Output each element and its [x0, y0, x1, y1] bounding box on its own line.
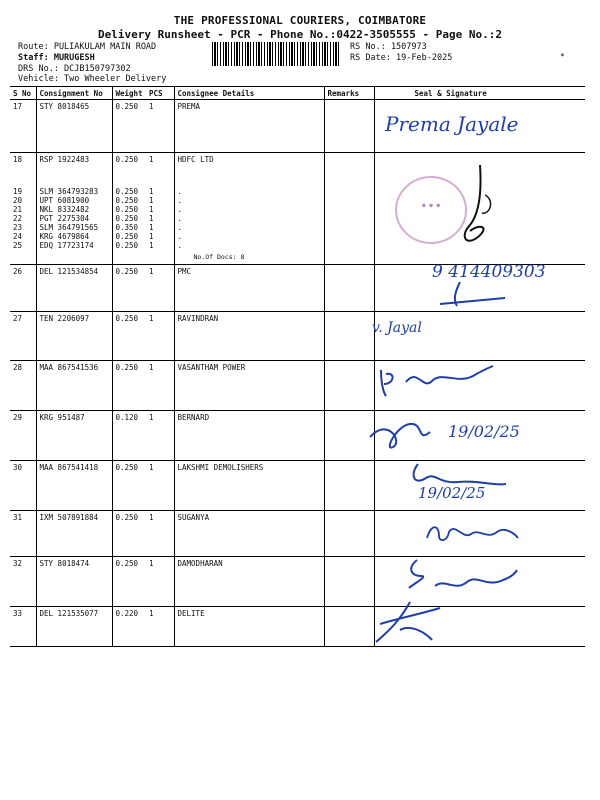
- cell-sno: 28: [10, 360, 36, 410]
- cell-remarks: [324, 460, 374, 510]
- consignee: .: [177, 195, 183, 205]
- col-pcs: PCS: [146, 87, 174, 100]
- cell-weight: 0.250: [112, 460, 146, 510]
- cell-pcs: 1: [146, 311, 174, 360]
- sno: 21: [13, 204, 23, 214]
- cell-pcs: 1: [146, 606, 174, 646]
- pcs: 1: [149, 186, 154, 196]
- pcs: 1: [149, 195, 154, 205]
- col-signature: Seal & Signature: [374, 87, 585, 100]
- rs-number: RS No.: 1507973: [350, 42, 427, 52]
- consignee: .: [177, 222, 183, 232]
- barcode: [212, 42, 340, 66]
- cell-sno: 18: [13, 155, 23, 164]
- table-row: [10, 311, 585, 360]
- pcs: 1: [149, 213, 154, 223]
- consignee: .: [177, 204, 183, 214]
- weight: 0.250: [115, 213, 139, 223]
- signature-31: [425, 518, 520, 546]
- cell-consignment: TEN 2206097: [36, 311, 112, 360]
- cell-consignment: DEL 121534854: [36, 264, 112, 311]
- cell-weight: 0.250: [112, 311, 146, 360]
- docs-count: No.Of Docs: 8: [193, 252, 245, 261]
- cell-consignee: BERNARD: [174, 410, 324, 460]
- cell-consignee: DELITE: [174, 606, 324, 646]
- consignee: .: [177, 213, 183, 223]
- weight: 0.250: [115, 186, 139, 196]
- consignment: PGT 2275304: [39, 213, 90, 223]
- cell-pcs: 1: [146, 410, 174, 460]
- signature-33: [370, 600, 450, 648]
- runsheet-subtitle: Delivery Runsheet - PCR - Phone No.:0422-3505555 - Page No.:2: [98, 28, 502, 41]
- table-row: [10, 606, 585, 646]
- cell-pcs: 1: [146, 510, 174, 556]
- cell-remarks: [324, 510, 374, 556]
- sno: 20: [13, 195, 23, 205]
- cell-sno-group: [10, 185, 36, 265]
- weight: 0.250: [115, 195, 139, 205]
- consignee: .: [177, 186, 183, 196]
- cell-pcs: 1: [146, 460, 174, 510]
- date-29: 19/02/25: [448, 422, 520, 441]
- sno: 23: [13, 222, 23, 232]
- cell-remarks: [324, 153, 374, 185]
- signature-32: [405, 558, 520, 598]
- cell-consignee-group: [174, 185, 324, 265]
- route-label: Route: PULIAKULAM MAIN ROAD: [18, 42, 157, 52]
- col-consignee: Consignee Details: [174, 87, 324, 100]
- staff-label: Staff: MURUGESH: [18, 53, 95, 63]
- cell-consignment: MAA 867541536: [36, 360, 112, 410]
- consignment: SLM 364793283: [39, 186, 99, 196]
- consignment: EDQ 17723174: [39, 240, 94, 250]
- cell-weight: 0.220: [112, 606, 146, 646]
- cell-sno: 26: [10, 264, 36, 311]
- consignment: UPT 6081900: [39, 195, 90, 205]
- signature-18: [440, 165, 510, 255]
- cell-consignment: STY 8018465: [36, 100, 112, 153]
- cell-remarks: [324, 606, 374, 646]
- consignment: NKL 8332482: [39, 204, 90, 214]
- sno: 24: [13, 231, 23, 241]
- cell-consignment: IXM 507891884: [36, 510, 112, 556]
- cell-consignee: RAVINDRAN: [174, 311, 324, 360]
- cell-pcs: 1: [146, 360, 174, 410]
- consignment: KRG 4679864: [39, 231, 90, 241]
- cell-sno: 17: [10, 100, 36, 153]
- cell-sno: 30: [10, 460, 36, 510]
- col-sno: S No: [10, 87, 36, 100]
- signature-17: Prema Jayale: [385, 112, 519, 136]
- cell-weight: 0.250: [112, 100, 146, 153]
- cell-consignee: LAKSHMI DEMOLISHERS: [174, 460, 324, 510]
- company-seal: ● ● ●: [395, 176, 467, 244]
- cell-consignment: DEL 121535077: [36, 606, 112, 646]
- cell-remarks: [324, 264, 374, 311]
- cell-weight: 0.250: [112, 510, 146, 556]
- cell-remarks: [324, 556, 374, 606]
- cell-pcs-group: [146, 185, 174, 265]
- cell-sno: 32: [10, 556, 36, 606]
- cell-weight-group: [112, 185, 146, 265]
- weight: 0.250: [115, 240, 139, 250]
- cell-consignment: KRG 951487: [36, 410, 112, 460]
- vehicle-label: Vehicle: Two Wheeler Delivery: [18, 74, 167, 84]
- col-consignment: Consignment No: [36, 87, 112, 100]
- pcs: 1: [149, 231, 154, 241]
- pcs: 1: [149, 204, 154, 214]
- cell-weight: 0.250: [112, 360, 146, 410]
- sno: 25: [13, 240, 23, 250]
- weight: 0.350: [115, 222, 139, 232]
- cell-pcs: 1: [146, 556, 174, 606]
- cell-remarks: [324, 311, 374, 360]
- weight: 0.250: [115, 204, 139, 214]
- date-30: 19/02/25: [418, 484, 486, 502]
- signature-28: [378, 362, 498, 402]
- cell-consignee: PREMA: [174, 100, 324, 153]
- cell-consignment: STY 8018474: [36, 556, 112, 606]
- pcs: 1: [149, 222, 154, 232]
- cell-weight: 0.120: [112, 410, 146, 460]
- cell-pcs: 1: [146, 264, 174, 311]
- consignment: SLM 364791565: [39, 222, 99, 232]
- sno: 19: [13, 186, 23, 196]
- cell-consignment-group: [36, 185, 112, 265]
- cell-consignee: VASANTHAM POWER: [174, 360, 324, 410]
- col-weight: Weight: [112, 87, 146, 100]
- table-header-row: [10, 87, 585, 100]
- cell-remarks: [324, 360, 374, 410]
- cell-weight: 0.250: [112, 556, 146, 606]
- table-row: [10, 360, 585, 410]
- cell-weight: 0.250: [112, 153, 146, 185]
- rs-date: RS Date: 19-Feb-2025: [350, 53, 453, 63]
- signature-29: [368, 412, 438, 452]
- cell-pcs: 1: [149, 155, 154, 164]
- signature-27: v. Jayal: [372, 320, 422, 336]
- cell-consignee: PMC: [174, 264, 324, 311]
- sno: 22: [13, 213, 23, 223]
- cell-consignee: DAMODHARAN: [174, 556, 324, 606]
- cell-pcs: 1: [146, 100, 174, 153]
- signature-26: [435, 282, 515, 312]
- company-title: THE PROFESSIONAL COURIERS, COIMBATORE: [173, 14, 427, 27]
- cell-sno: 27: [10, 311, 36, 360]
- cell-remarks: [324, 185, 374, 265]
- cell-remarks: [324, 410, 374, 460]
- mark-dot: *: [560, 52, 565, 61]
- pcs: 1: [149, 240, 154, 250]
- cell-weight: 0.250: [112, 264, 146, 311]
- weight: 0.250: [115, 231, 139, 241]
- cell-consignee: HDFC LTD: [174, 153, 324, 185]
- cell-sno: 31: [10, 510, 36, 556]
- cell-sno: 33: [10, 606, 36, 646]
- cell-consignment: MAA 867541418: [36, 460, 112, 510]
- drs-label: DRS No.: DCJB150797302: [18, 64, 131, 74]
- phone-26: 9 414409303: [432, 262, 546, 282]
- cell-remarks: [324, 100, 374, 153]
- consignee: .: [177, 231, 183, 241]
- cell-sno: 29: [10, 410, 36, 460]
- cell-consignee: SUGANYA: [174, 510, 324, 556]
- consignee: .: [177, 240, 183, 250]
- col-remarks: Remarks: [324, 87, 374, 100]
- cell-consignment: RSP 1922483: [36, 153, 112, 185]
